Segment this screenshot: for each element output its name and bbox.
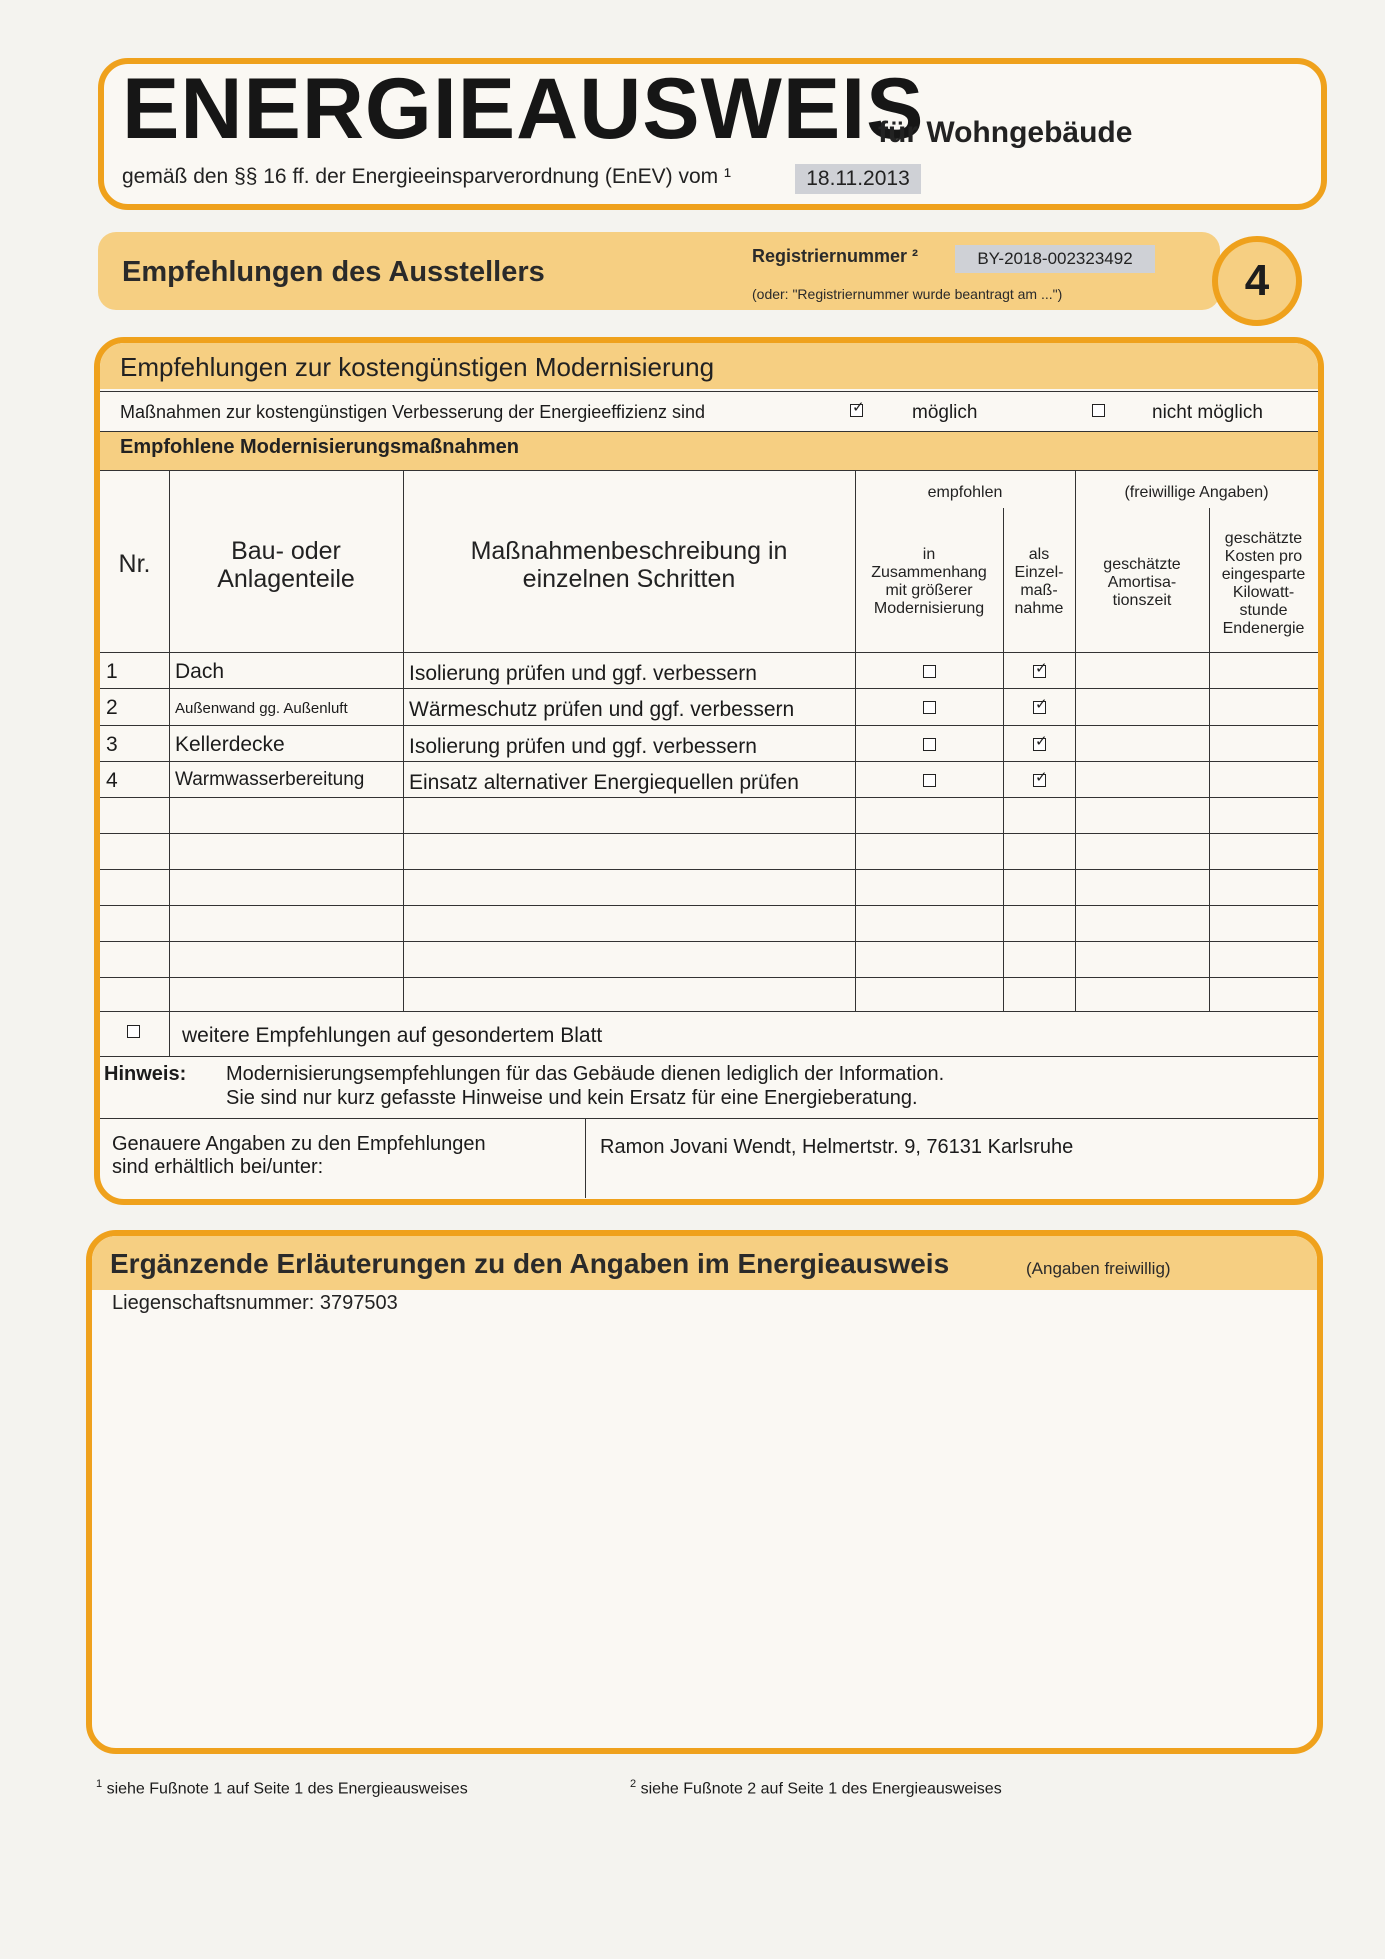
registration-label: Registriernummer ² (752, 246, 919, 266)
liegenschaftsnummer: Liegenschaftsnummer: 3797503 (112, 1292, 398, 1314)
table-row-line (100, 1011, 1318, 1012)
document-title: ENERGIEAUSWEIS (122, 61, 925, 157)
row-4-einzel-checkbox[interactable] (1033, 774, 1046, 787)
row-1-massnahme: Isolierung prüfen und ggf. verbessern (409, 662, 757, 685)
footnote-2 (630, 1778, 1002, 1798)
col-header-zusammenhang: in Zusammenhang mit größerer Modernisierung (871, 546, 987, 617)
table-row-line (100, 652, 1318, 653)
table-row-line (100, 905, 1318, 906)
registration-note: (oder: "Registriernummer wurde beantragt am ...") (752, 286, 1063, 302)
row-4-zusammenhang-checkbox[interactable] (923, 774, 936, 787)
erlaeuterungen-title: Ergänzende Erläuterungen zu den Angaben im Energieausweis (110, 1248, 950, 1279)
table-col-line (1075, 470, 1076, 1011)
footnote-1 (96, 1778, 468, 1798)
measures-possible-text: Maßnahmen zur kostengünstigen Verbesserung der Energieeffizienz sind (120, 402, 706, 422)
regulation-line: gemäß den §§ 16 ff. der Energieeinsparverordnung (EnEV) vom ¹ (122, 165, 731, 188)
row-4-nr: 4 (106, 769, 118, 792)
row-3-bauteil: Kellerdecke (175, 733, 285, 756)
row-2-massnahme: Wärmeschutz prüfen und ggf. verbessern (409, 698, 795, 721)
divider (100, 1056, 1318, 1057)
row-2-einzel-checkbox[interactable] (1033, 701, 1046, 714)
row-3-zusammenhang-checkbox[interactable] (923, 738, 936, 751)
possible-checkbox[interactable] (850, 404, 863, 417)
hinweis-label: Hinweis: (104, 1063, 187, 1085)
erlaeuterungen-note: (Angaben freiwillig) (1026, 1259, 1171, 1278)
hinweis-line-2: Sie sind nur kurz gefasste Hinweise und kein Ersatz für eine Energieberatung. (226, 1087, 918, 1109)
col-header-kosten: geschätzte Kosten pro eingesparte Kilowatt- stunde Endenergie (1221, 530, 1306, 637)
table-row-line (100, 761, 1318, 762)
row-3-einzel-checkbox[interactable] (1033, 738, 1046, 751)
row-4-massnahme: Einsatz alternativer Energiequellen prüfen (409, 771, 799, 794)
hinweis-line-1: Modernisierungsempfehlungen für das Gebäude dienen lediglich der Information. (226, 1063, 945, 1085)
row-1-nr: 1 (106, 660, 118, 683)
footnote-1-mark: 1 (96, 1778, 103, 1790)
modernisierung-heading: Empfehlungen zur kostengünstigen Modernisierung (120, 352, 715, 382)
possible-label: möglich (912, 402, 978, 423)
col-header-massnahme-1: Maßnahmenbeschreibung in (470, 537, 788, 565)
document-subtitle: für Wohngebäude (878, 116, 1133, 149)
row-3-nr: 3 (106, 733, 118, 756)
table-row-line (100, 797, 1318, 798)
weitere-label: weitere Empfehlungen auf gesondertem Blatt (182, 1024, 603, 1047)
table-row-line (100, 869, 1318, 870)
col-header-amortisation: geschätzte Amortisa- tionszeit (1103, 556, 1181, 609)
genauere-label-2: sind erhältlich bei/unter: (112, 1156, 324, 1178)
col-header-bauteil-2: Anlagenteile (217, 565, 355, 593)
weitere-checkbox[interactable] (127, 1025, 140, 1038)
weitere-divider (169, 1011, 170, 1056)
table-row-line (100, 941, 1318, 942)
not-possible-checkbox[interactable] (1092, 404, 1105, 417)
row-2-zusammenhang-checkbox[interactable] (923, 701, 936, 714)
divider (100, 391, 1318, 392)
col-header-einzel: als Einzel- maß- nahme (1014, 546, 1064, 617)
col-header-massnahme-2: einzelnen Schritten (522, 565, 736, 593)
section-title: Empfehlungen des Ausstellers (122, 256, 545, 288)
row-2-nr: 2 (106, 696, 118, 719)
footnote-1-text: siehe Fußnote 1 auf Seite 1 des Energieausweises (106, 1780, 468, 1798)
table-row-line (100, 688, 1318, 689)
col-header-nr: Nr. (118, 550, 151, 578)
genauere-divider (585, 1118, 586, 1198)
col-header-empfohlen: empfohlen (927, 484, 1003, 501)
footnote-2-text: siehe Fußnote 2 auf Seite 1 des Energieausweises (640, 1780, 1002, 1798)
row-1-bauteil: Dach (175, 660, 225, 683)
row-1-einzel-checkbox[interactable] (1033, 665, 1046, 678)
col-header-freiwillig: (freiwillige Angaben) (1124, 484, 1269, 501)
row-4-bauteil: Warmwasserbereitung (175, 769, 365, 790)
genauere-contact: Ramon Jovani Wendt, Helmertstr. 9, 76131 Karlsruhe (600, 1136, 1074, 1158)
subheading-text: Empfohlene Modernisierungsmaßnahmen (120, 436, 519, 458)
table-row-line (100, 833, 1318, 834)
footnote-2-mark: 2 (630, 1778, 637, 1790)
registration-number-field: BY-2018-002323492 (955, 245, 1155, 273)
genauere-label-1: Genauere Angaben zu den Empfehlungen (112, 1133, 486, 1155)
row-1-zusammenhang-checkbox[interactable] (923, 665, 936, 678)
row-2-bauteil: Außenwand gg. Außenluft (175, 700, 348, 717)
table-row-line (100, 725, 1318, 726)
divider (100, 1118, 1318, 1119)
table-row-line (100, 977, 1318, 978)
regulation-date-field: 18.11.2013 (795, 164, 921, 194)
page-number-badge: 4 (1212, 236, 1302, 326)
row-3-massnahme: Isolierung prüfen und ggf. verbessern (409, 735, 757, 758)
col-header-bauteil-1: Bau- oder (231, 537, 341, 565)
divider (100, 470, 1318, 471)
not-possible-label: nicht möglich (1152, 402, 1263, 423)
